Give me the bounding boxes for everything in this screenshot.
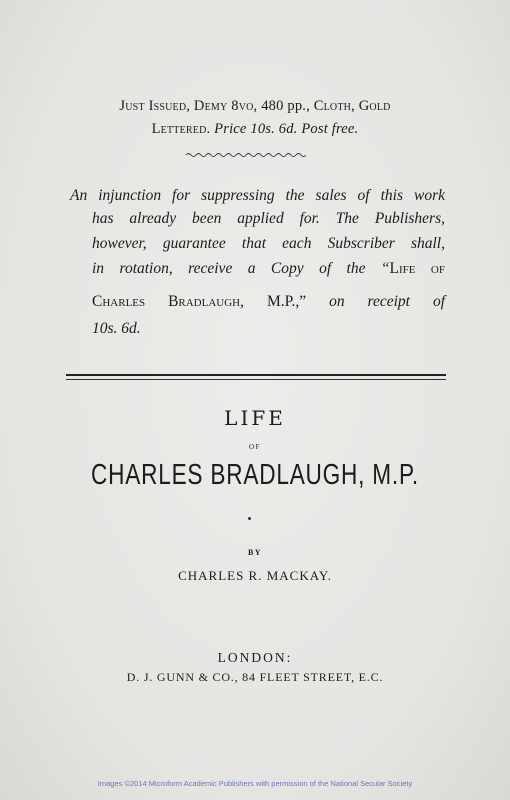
advert-pages: 480 pp.,: [257, 98, 314, 114]
advert-line-2: [0, 121, 510, 138]
notice-line-6: 10s. 6d.: [92, 320, 141, 337]
notice-line-4: [92, 260, 445, 278]
advert-post: Post free.: [297, 121, 359, 137]
image-credit: Images ©2014 Microform Academic Publishers with permission of the National Secular Society: [97, 779, 413, 788]
notice-line-1: An injunction for suppressing the sales of this work: [70, 187, 445, 204]
notice-name: Charles Bradlaugh, M.P.,”: [92, 293, 307, 310]
notice-line-4-text: in rotation, receive a Copy of the “: [92, 260, 390, 277]
notice-life-of: Life of: [389, 260, 445, 277]
byline-by: BY: [247, 548, 263, 557]
advert-price: Price 10s. 6d.: [210, 121, 298, 137]
advert-issued: Just Issued, Demy 8vo,: [119, 98, 258, 114]
wavy-ornament: [186, 152, 306, 158]
divider-rule-thin: [66, 379, 446, 380]
title-life: LIFE: [224, 406, 286, 430]
divider-rule-thick: [66, 374, 446, 376]
byline-author: CHARLES R. MACKAY.: [178, 568, 332, 583]
title-subject-name: CHARLES BRADLAUGH, M.P.: [90, 459, 420, 491]
advert-line-1: [0, 98, 510, 115]
title-of: OF: [249, 443, 261, 451]
advert-binding: Cloth, Gold: [313, 98, 391, 114]
imprint-place: LONDON:: [217, 650, 293, 665]
notice-line-5: [92, 293, 445, 311]
ornament-dot: [248, 517, 251, 520]
notice-line-5-tail: on receipt of: [306, 293, 445, 310]
notice-line-3: however, guarantee that each Subscriber shall,: [92, 235, 445, 252]
imprint-publisher: D. J. GUNN & CO., 84 FLEET STREET, E.C.: [126, 670, 384, 684]
notice-line-2: has already been applied for. The Publishers,: [92, 210, 445, 227]
advert-lettered: Lettered.: [151, 121, 211, 137]
